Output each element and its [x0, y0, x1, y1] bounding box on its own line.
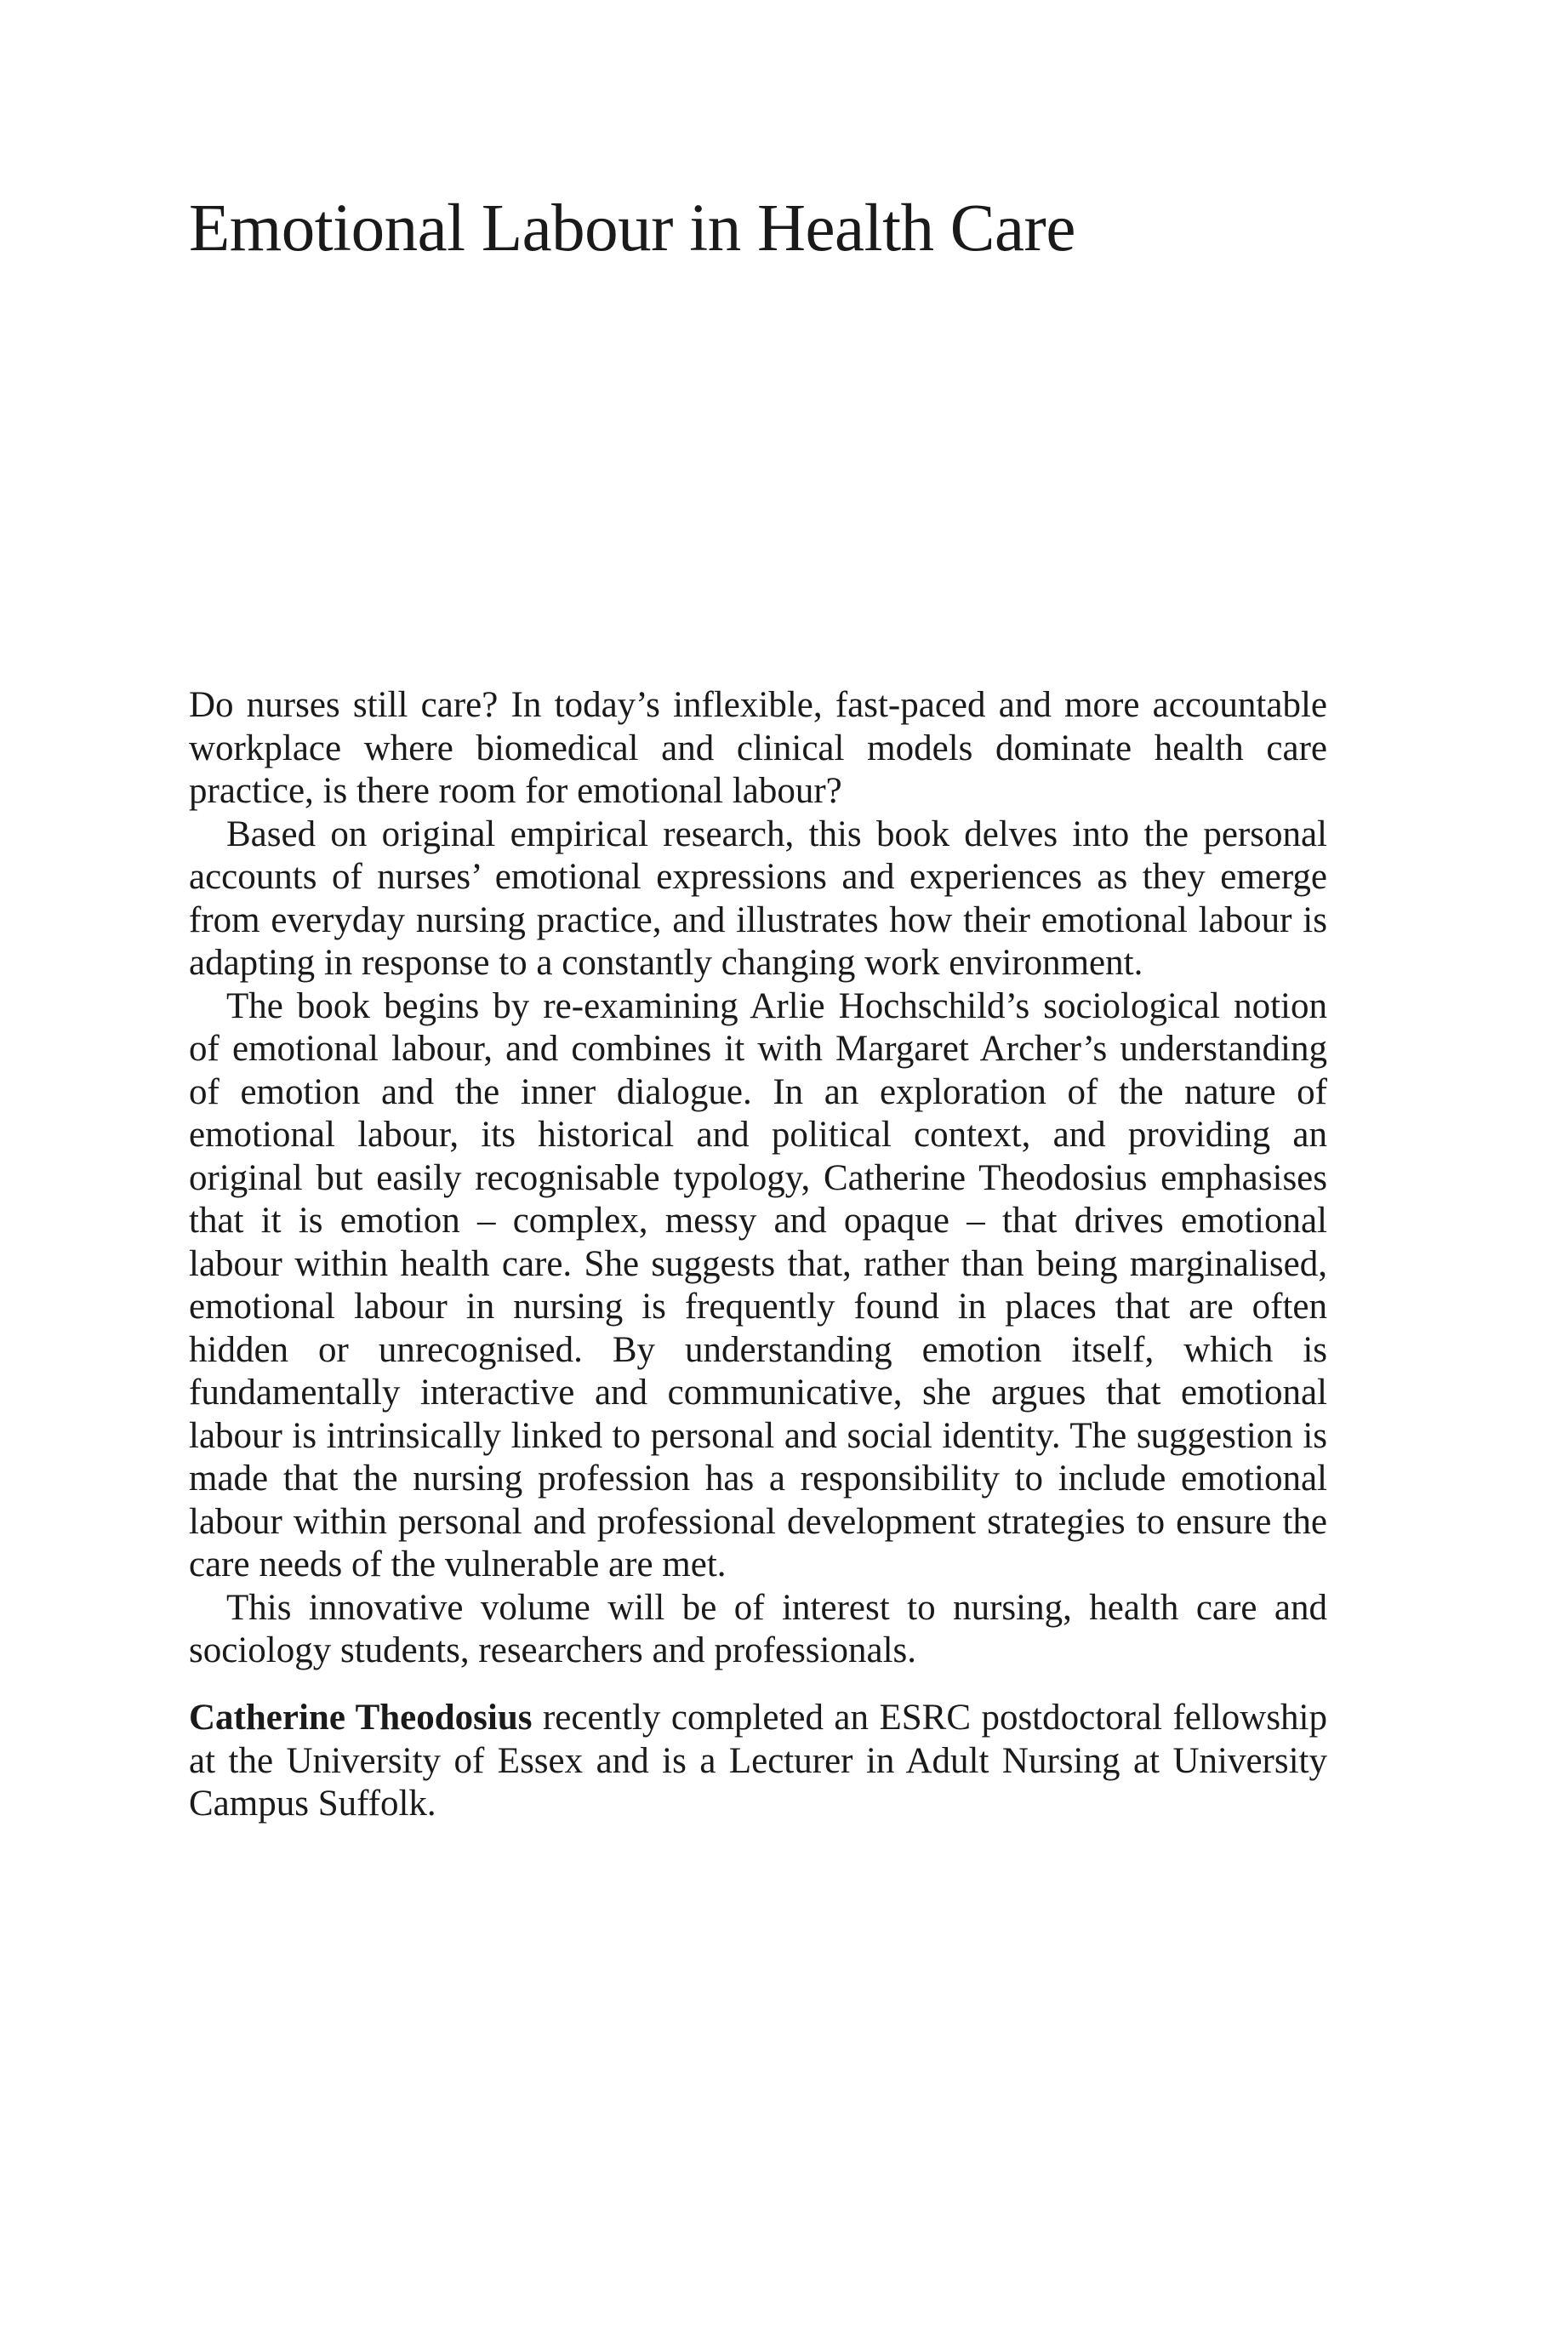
- author-name: Catherine Theodosius: [189, 1698, 533, 1738]
- author-bio-text: recently completed an ESRC postdoctoral fellowship at the University of Essex and is a Lecturer in Adult Nursing at University Campus Suffolk.: [189, 1698, 1327, 1824]
- book-blurb: [189, 684, 1327, 1673]
- blurb-paragraph: This innovative volume will be of interest to nursing, health care and sociology students, researchers and professionals.: [189, 1587, 1327, 1670]
- blurb-paragraph: The book begins by re-examining Arlie Hochschild’s sociological notion of emotional labour, and combines it with Margaret Archer’s understanding of emotion and the inner dialogue. In an exploration of the nature of emotional labour, its historical and political context, and providing an original but easily recognisable typology, Catherine Theodosius emphasises that it is emotion – complex, messy and opaque – that drives emotional labour within health care. She suggests that, rather than being marginalised, emotional labour in nursing is frequently found in places that are often hidden or unrecognised. By understanding emotion itself, which is fundamentally interactive and communicative, she argues that emotional labour is intrinsically linked to personal and social identity. The suggestion is made that the nursing profession has a responsibility to include emotional labour within personal and professional development strategies to ensure the care needs of the vulnerable are met.: [189, 985, 1327, 1584]
- blurb-paragraph: Based on original empirical research, this book delves into the personal accounts of nurses’ emotional expressions and experiences as they emerge from everyday nursing practice, and illustrates how their emotional labour is adapting in response to a constantly changing work environment.: [189, 813, 1327, 983]
- book-title: Emotional Labour in Health Care: [189, 191, 1075, 265]
- author-bio: [189, 1697, 1327, 1826]
- blurb-paragraph: Do nurses still care? In today’s inflexible, fast-paced and more accountable workplace where biomedical and clinical models dominate health care practice, is there room for emotional labour?: [189, 685, 1327, 811]
